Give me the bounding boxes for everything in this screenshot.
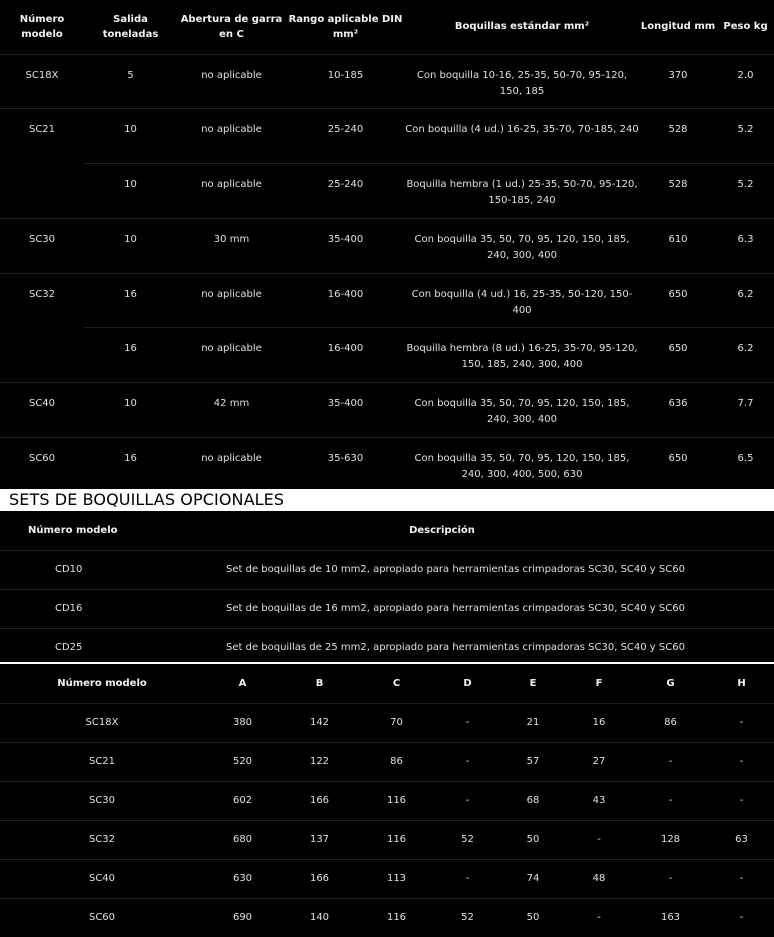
col-header-g: G <box>666 677 675 689</box>
cell-model: SC18X <box>0 54 84 109</box>
col-header-dies: Boquillas estándar mm² <box>454 21 590 33</box>
col-header-c: C <box>392 677 401 689</box>
cell-b: 166 <box>281 859 358 898</box>
table-row <box>0 703 774 742</box>
cell-d: 52 <box>435 820 500 859</box>
cell-g: - <box>632 781 709 820</box>
cell-model: CD16 <box>0 589 140 628</box>
cell-model: SC40 <box>0 859 204 898</box>
cell-c-clamp: no aplicable <box>177 328 286 383</box>
cell-dies: Con boquilla 35, 50, 70, 95, 120, 150, 185, 240, 300, 400 <box>405 218 639 273</box>
cell-c: 116 <box>358 898 435 937</box>
dimensions-table <box>0 664 774 937</box>
cell-output: 10 <box>84 109 177 164</box>
cell-c-clamp: no aplicable <box>177 437 286 492</box>
cell-range: 25-240 <box>286 109 405 164</box>
cell-range: 25-240 <box>286 164 405 219</box>
cell-dies: Con boquilla 10-16, 25-35, 50-70, 95-120, 150, 185 <box>405 54 639 109</box>
cell-model: SC60 <box>0 437 84 492</box>
table-row <box>0 781 774 820</box>
cell-dies: Con boquilla (4 ud.) 16, 25-35, 50-120, 150-400 <box>405 273 639 328</box>
cell-b: 140 <box>281 898 358 937</box>
cell-weight: 2.0 <box>717 54 774 109</box>
cell-f: - <box>566 898 632 937</box>
cell-range: 35-400 <box>286 218 405 273</box>
cell-range: 35-630 <box>286 437 405 492</box>
cell-range: 10-185 <box>286 54 405 109</box>
cell-g: - <box>632 859 709 898</box>
cell-length: 650 <box>639 437 717 492</box>
cell-b: 142 <box>281 703 358 742</box>
cell-model: SC30 <box>0 781 204 820</box>
cell-weight: 6.5 <box>717 437 774 492</box>
cell-e: 21 <box>500 703 566 742</box>
col-header-output: Salida toneladas <box>102 13 159 40</box>
table-row <box>0 859 774 898</box>
cell-f: - <box>566 820 632 859</box>
cell-f: 27 <box>566 742 632 781</box>
cell-model: SC18X <box>0 703 204 742</box>
cell-model: CD10 <box>0 550 140 589</box>
table-row <box>0 550 774 589</box>
cell-length: 636 <box>639 383 717 438</box>
col-header-e: E <box>529 677 537 689</box>
cell-length: 650 <box>639 328 717 383</box>
cell-c-clamp: 30 mm <box>177 218 286 273</box>
cell-h: - <box>709 742 774 781</box>
cell-b: 166 <box>281 781 358 820</box>
cell-d: - <box>435 781 500 820</box>
cell-dies: Con boquilla 35, 50, 70, 95, 120, 150, 185, 240, 300, 400 <box>405 383 639 438</box>
table-row <box>0 898 774 937</box>
cell-e: 68 <box>500 781 566 820</box>
cell-d: - <box>435 703 500 742</box>
table-row <box>0 218 774 273</box>
cell-length: 370 <box>639 54 717 109</box>
cell-length: 610 <box>639 218 717 273</box>
cell-g: - <box>632 742 709 781</box>
sets-section-heading <box>0 489 774 511</box>
cell-a: 680 <box>204 820 281 859</box>
cell-weight: 5.2 <box>717 164 774 219</box>
cell-model: CD25 <box>0 628 140 667</box>
cell-output: 16 <box>84 437 177 492</box>
cell-weight: 7.7 <box>717 383 774 438</box>
cell-b: 122 <box>281 742 358 781</box>
table-row <box>0 383 774 438</box>
cell-output: 10 <box>84 383 177 438</box>
cell-description: Set de boquillas de 25 mm2, apropiado para herramientas crimpadoras SC30, SC40 y SC60 <box>140 628 774 667</box>
cell-output: 5 <box>84 54 177 109</box>
dimensions-header-row <box>0 664 774 703</box>
cell-a: 690 <box>204 898 281 937</box>
table-row <box>0 328 774 383</box>
cell-d: 52 <box>435 898 500 937</box>
cell-model: SC40 <box>0 383 84 438</box>
cell-range: 16-400 <box>286 273 405 328</box>
col-header-c-clamp: Abertura de garra en C <box>180 13 283 40</box>
cell-weight: 6.2 <box>717 273 774 328</box>
col-header-a: A <box>238 677 247 689</box>
cell-f: 48 <box>566 859 632 898</box>
col-header-model: Número modelo <box>19 13 65 40</box>
col-header-b: B <box>315 677 324 689</box>
cell-c: 116 <box>358 781 435 820</box>
table-row <box>0 54 774 109</box>
cell-description: Set de boquillas de 10 mm2, apropiado para herramientas crimpadoras SC30, SC40 y SC60 <box>140 550 774 589</box>
col-header-weight: Peso kg <box>723 21 768 33</box>
cell-dies: Boquilla hembra (8 ud.) 16-25, 35-70, 95-120, 150, 185, 240, 300, 400 <box>405 328 639 383</box>
cell-range: 16-400 <box>286 328 405 383</box>
cell-model: SC32 <box>0 820 204 859</box>
col-header-h: H <box>737 677 746 689</box>
cell-a: 602 <box>204 781 281 820</box>
cell-dies: Boquilla hembra (1 ud.) 25-35, 50-70, 95-120, 150-185, 240 <box>405 164 639 219</box>
cell-length: 650 <box>639 273 717 328</box>
cell-length: 528 <box>639 164 717 219</box>
col-header-d: D <box>463 677 472 689</box>
cell-h: 63 <box>709 820 774 859</box>
cell-h: - <box>709 859 774 898</box>
cell-model: SC21 <box>0 742 204 781</box>
table-row <box>0 742 774 781</box>
cell-c: 86 <box>358 742 435 781</box>
cell-g: 163 <box>632 898 709 937</box>
cell-description: Set de boquillas de 16 mm2, apropiado para herramientas crimpadoras SC30, SC40 y SC60 <box>140 589 774 628</box>
cell-c: 113 <box>358 859 435 898</box>
cell-model: SC32 <box>0 273 84 383</box>
cell-weight: 6.3 <box>717 218 774 273</box>
table-row <box>0 437 774 492</box>
cell-c-clamp: no aplicable <box>177 109 286 164</box>
cell-e: 74 <box>500 859 566 898</box>
cell-range: 35-400 <box>286 383 405 438</box>
cell-length: 528 <box>639 109 717 164</box>
sets-header-row <box>0 511 774 550</box>
cell-c-clamp: 42 mm <box>177 383 286 438</box>
cell-f: 16 <box>566 703 632 742</box>
table-row <box>0 820 774 859</box>
cell-a: 380 <box>204 703 281 742</box>
cell-c: 70 <box>358 703 435 742</box>
cell-dies: Con boquilla 35, 50, 70, 95, 120, 150, 185, 240, 300, 400, 500, 630 <box>405 437 639 492</box>
col-header-model: Número modelo <box>28 524 118 536</box>
table-row <box>0 109 774 164</box>
cell-f: 43 <box>566 781 632 820</box>
col-header-f: F <box>595 677 603 689</box>
models-header-row <box>0 0 774 54</box>
cell-dies: Con boquilla (4 ud.) 16-25, 35-70, 70-185, 240 <box>405 109 639 164</box>
cell-output: 16 <box>84 273 177 328</box>
section-title: SETS DE BOQUILLAS OPCIONALES <box>9 490 285 509</box>
cell-d: - <box>435 742 500 781</box>
die-sets-table <box>0 511 774 667</box>
cell-c-clamp: no aplicable <box>177 273 286 328</box>
cell-e: 50 <box>500 898 566 937</box>
col-header-length: Longitud mm <box>640 21 716 33</box>
cell-h: - <box>709 703 774 742</box>
table-row <box>0 273 774 328</box>
cell-c-clamp: no aplicable <box>177 54 286 109</box>
table-row <box>0 589 774 628</box>
cell-h: - <box>709 898 774 937</box>
cell-output: 10 <box>84 164 177 219</box>
cell-e: 50 <box>500 820 566 859</box>
cell-model: SC60 <box>0 898 204 937</box>
cell-g: 86 <box>632 703 709 742</box>
cell-a: 630 <box>204 859 281 898</box>
cell-g: 128 <box>632 820 709 859</box>
cell-weight: 6.2 <box>717 328 774 383</box>
cell-c-clamp: no aplicable <box>177 164 286 219</box>
col-header-range: Rango aplicable DIN mm² <box>288 13 403 40</box>
cell-model: SC30 <box>0 218 84 273</box>
cell-weight: 5.2 <box>717 109 774 164</box>
col-header-model: Número modelo <box>57 677 147 689</box>
table-row <box>0 164 774 219</box>
cell-model: SC21 <box>0 109 84 219</box>
cell-b: 137 <box>281 820 358 859</box>
cell-a: 520 <box>204 742 281 781</box>
cell-output: 16 <box>84 328 177 383</box>
cell-d: - <box>435 859 500 898</box>
cell-c: 116 <box>358 820 435 859</box>
cell-e: 57 <box>500 742 566 781</box>
cell-h: - <box>709 781 774 820</box>
cell-output: 10 <box>84 218 177 273</box>
col-header-description: Descripción <box>409 524 475 536</box>
